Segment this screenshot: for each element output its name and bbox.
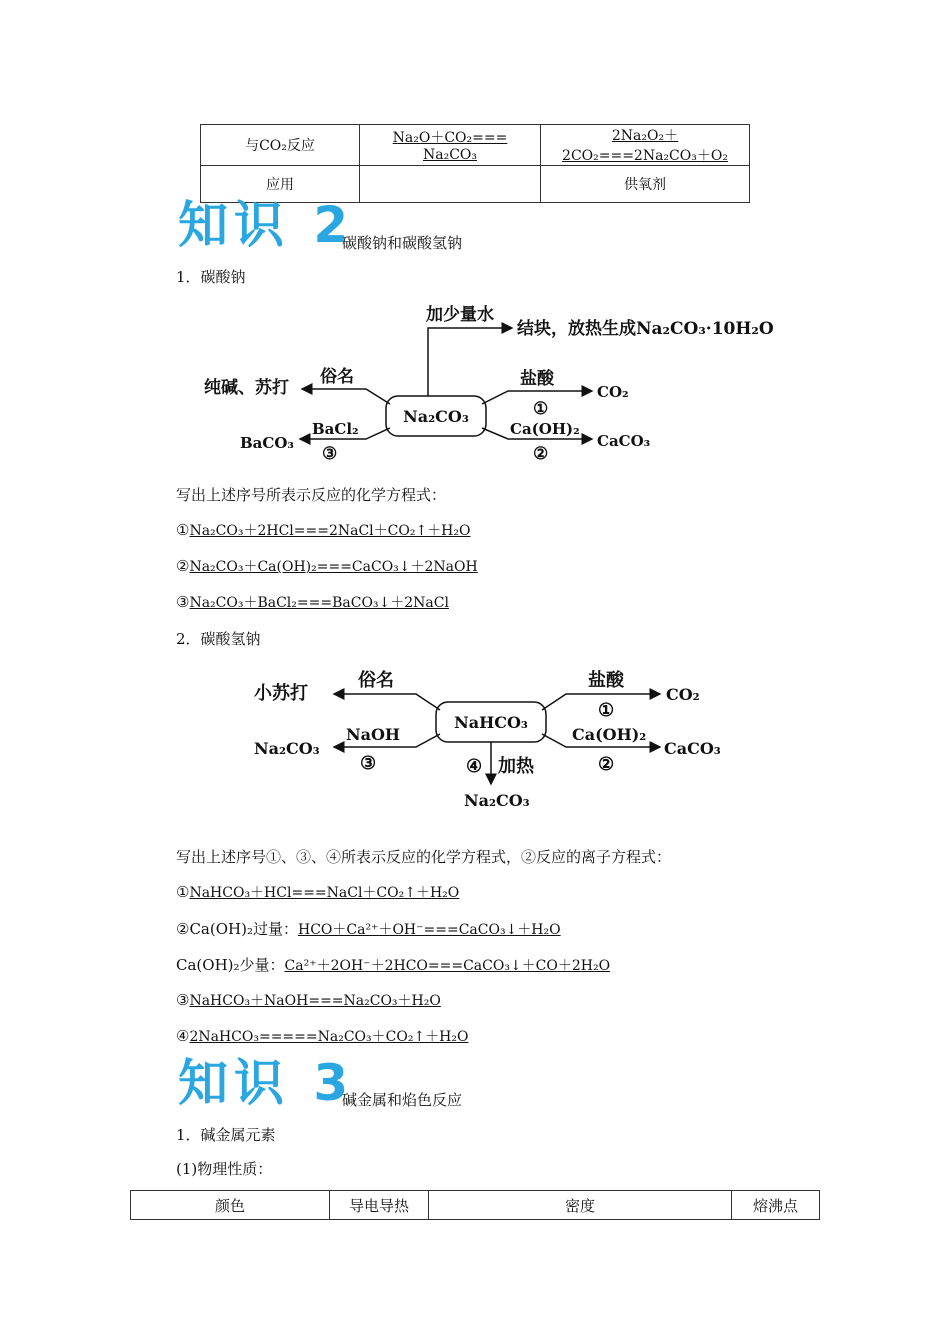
down-num: ④	[466, 756, 483, 777]
equation-text: NaHCO₃＋HCl===NaCl＋CO₂↑＋H₂O	[189, 885, 460, 901]
table-cell	[541, 125, 750, 166]
oxide-comparison-table	[200, 124, 750, 203]
equation-text: NaHCO₃＋NaOH===Na₂CO₃＋H₂O	[189, 993, 441, 1009]
right2-num: ②	[533, 444, 549, 464]
arrow-top	[428, 328, 512, 396]
answer-text: 2Na₂O₂＋2CO₂===2Na₂CO₃＋O₂	[562, 128, 728, 164]
item-2-heading: 2．碳酸氢钠	[176, 630, 261, 648]
equation-number: ①	[176, 521, 190, 539]
table-header: 颜色	[131, 1191, 330, 1220]
physical-properties-table	[130, 1190, 820, 1220]
left2-result: Na₂CO₃	[254, 739, 320, 758]
equation-line	[176, 954, 610, 975]
section-2-heading: 知识 2	[178, 196, 355, 254]
left2-num: ③	[322, 444, 338, 464]
table-cell: 供氧剂	[541, 166, 750, 203]
left-label: 俗名	[320, 367, 354, 387]
right2-result: CaCO₃	[664, 739, 721, 758]
center-label: Na₂CO₃	[403, 407, 469, 426]
down-label: 加热	[498, 756, 534, 777]
right1-result: CO₂	[597, 383, 629, 401]
equation-text: 2NaHCO₃=====Na₂CO₃＋CO₂↑＋H₂O	[189, 1029, 469, 1045]
top-result: 结块，放热生成Na₂CO₃·10H₂O	[517, 319, 774, 339]
right2-label: Ca(OH)₂	[572, 725, 647, 744]
equation-text: HCO＋Ca²⁺＋OH⁻===CaCO₃↓＋H₂O	[297, 922, 561, 938]
left-label: 俗名	[358, 670, 394, 691]
table-cell	[360, 125, 541, 166]
section-3-heading: 知识 3	[178, 1054, 355, 1112]
equation-line	[176, 990, 441, 1010]
table-row	[201, 125, 750, 166]
right1-num: ①	[598, 700, 615, 721]
prompt-2: 写出上述序号①、③、④所表示反应的化学方程式，②反应的离子方程式：	[176, 848, 672, 866]
equation-number: ①	[176, 883, 190, 901]
item-1-heading: 1．碳酸钠	[176, 268, 246, 286]
table-cell: 与CO₂反应	[201, 125, 360, 166]
answer-text: Na₂O＋CO₂=== Na₂CO₃	[392, 130, 508, 163]
left2-num: ③	[360, 753, 377, 774]
equation-text: Na₂CO₃＋BaCl₂===BaCO₃↓＋2NaCl	[189, 595, 449, 611]
equation-text: Na₂CO₃＋2HCl===2NaCl＋CO₂↑＋H₂O	[189, 523, 471, 539]
equation-number: ④	[176, 1027, 190, 1045]
arrow-left	[302, 389, 390, 404]
left2-label: NaOH	[346, 725, 401, 744]
table-header: 密度	[429, 1191, 732, 1220]
equation-number: ②	[176, 920, 190, 938]
table-cell	[360, 166, 541, 203]
table-header-row	[131, 1191, 820, 1220]
equation-text: Ca²⁺＋2OH⁻＋2HCO===CaCO₃↓＋CO＋2H₂O	[284, 958, 611, 974]
equation-line	[176, 882, 459, 902]
item-3a-heading: (1)物理性质：	[176, 1160, 273, 1178]
top-label: 加少量水	[426, 305, 494, 325]
equation-line	[176, 556, 478, 576]
equation-line	[176, 918, 561, 939]
equation-prefix: Ca(OH)₂过量：	[189, 920, 298, 938]
equation-number: ③	[176, 991, 190, 1009]
section-2-title: 碳酸钠和碳酸氢钠	[342, 234, 463, 252]
arrow-left	[334, 694, 440, 710]
left2-label: BaCl₂	[312, 420, 359, 438]
item-3-heading: 1．碱金属元素	[176, 1126, 276, 1144]
left-result: 小苏打	[254, 683, 308, 704]
right2-label: Ca(OH)₂	[510, 420, 580, 438]
right1-num: ①	[533, 399, 549, 419]
equation-text: Na₂CO₃＋Ca(OH)₂===CaCO₃↓＋2NaOH	[189, 559, 478, 575]
table-header: 熔沸点	[732, 1191, 820, 1220]
section-3-title: 碱金属和焰色反应	[342, 1091, 463, 1109]
prompt-1: 写出上述序号所表示反应的化学方程式：	[176, 486, 447, 504]
table-cell: 应用	[201, 166, 360, 203]
equation-number: ②	[176, 557, 190, 575]
left2-result: BaCO₃	[240, 434, 294, 452]
right2-result: CaCO₃	[597, 432, 651, 450]
equation-number: ③	[176, 593, 190, 611]
sodium-carbonate-diagram	[190, 296, 800, 471]
right2-num: ②	[598, 754, 615, 775]
equation-prefix: Ca(OH)₂少量：	[176, 956, 285, 974]
left-result: 纯碱、苏打	[204, 378, 289, 398]
equation-line	[176, 1026, 468, 1046]
right1-result: CO₂	[666, 685, 700, 704]
equation-line	[176, 520, 471, 540]
right1-label: 盐酸	[520, 369, 554, 389]
sodium-bicarbonate-diagram	[240, 662, 740, 822]
equation-line	[176, 592, 449, 612]
table-header: 导电导热	[330, 1191, 429, 1220]
center-label: NaHCO₃	[454, 713, 528, 732]
down-result: Na₂CO₃	[464, 791, 530, 810]
right1-label: 盐酸	[588, 670, 624, 691]
